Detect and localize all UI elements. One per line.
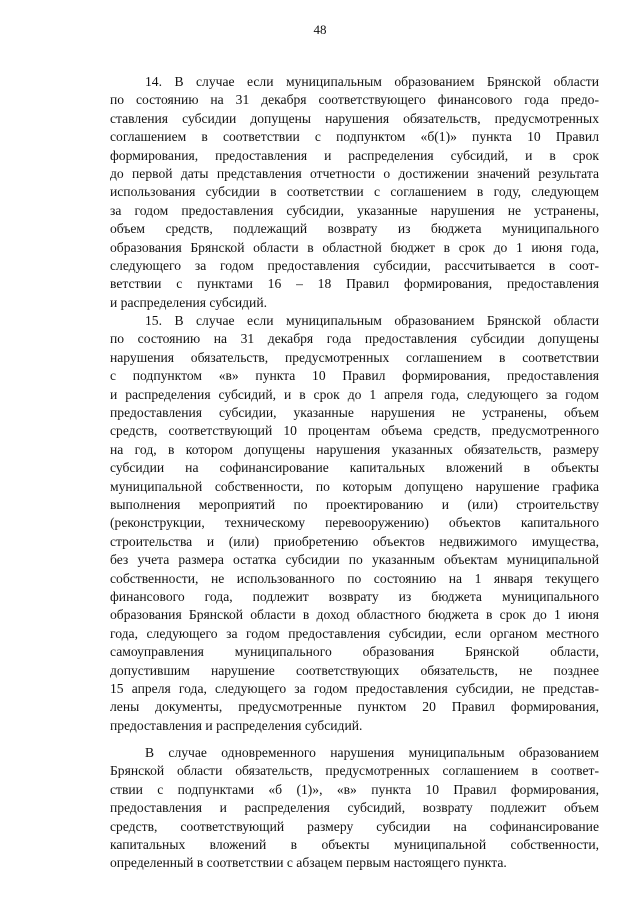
text-line: образования Брянской области в доход областного бюджета в срок до 1 июня	[110, 607, 599, 623]
text-line: самоуправления муниципального образования Брянской области,	[110, 644, 599, 660]
text-line: объем средств, подлежащий возврату из бюджета муниципального	[110, 221, 599, 237]
text-line: за годом предоставления субсидии, указанные нарушения не устранены,	[110, 202, 599, 218]
paragraph-15	[110, 312, 599, 735]
text-line: собственности, не использованного по состоянию на 1 января текущего	[110, 570, 599, 586]
document-body	[110, 73, 599, 873]
text-line: средств, соответствующий размеру субсидии на софинансирование	[110, 818, 599, 834]
text-line: по состоянию на 31 декабря соответствующего финансового года предо-	[110, 92, 599, 108]
text-line: по состоянию на 31 декабря года предоставления субсидии допущены	[110, 331, 599, 347]
text-line: финансового года, подлежит возврату из бюджета муниципального	[110, 588, 599, 604]
text-line: средств, соответствующий 10 процентам объема средств, предусмотренного	[110, 423, 599, 439]
text-line: и распределения субсидий.	[110, 294, 267, 310]
text-line: строительства и (или) приобретению объектов недвижимого имущества,	[110, 533, 599, 549]
text-line: (реконструкции, техническому перевооружению) объектов капитального	[110, 515, 599, 531]
text-line: 14. В случае если муниципальным образованием Брянской области	[145, 74, 599, 89]
text-line: образования Брянской области в областной бюджет в срок до 1 июня года,	[110, 239, 599, 255]
text-line: допустившим нарушение соответствующих обязательств, не позднее	[110, 662, 599, 678]
text-line: предоставления субсидии, указанные нарушения не устранены, объем	[110, 405, 599, 421]
text-line: на год, в котором допущены нарушения указанных обязательств, размеру	[110, 441, 599, 457]
text-line: использования субсидии в соответствии с соглашением в году, следующем	[110, 184, 599, 200]
text-line: Брянской области обязательств, предусмотренных соглашением в соответ-	[110, 763, 599, 779]
text-line: формирования, предоставления и распределения субсидий, и в срок	[110, 147, 599, 163]
text-line: В случае одновременного нарушения муниципальным образованием	[145, 745, 599, 761]
text-line: предоставления и распределения субсидий.	[110, 717, 363, 733]
text-line: соглашением в соответствии с подпунктом «б(1)» пункта 10 Правил	[110, 129, 599, 145]
text-line: выполнения мероприятий по проектированию и (или) строительству	[110, 496, 599, 512]
text-line: определенный в соответствии с абзацем первым настоящего пункта.	[110, 855, 507, 871]
text-line: 15. В случае если муниципальным образованием Брянской области	[145, 313, 599, 329]
text-line: муниципальной собственности, по которым допущено нарушение графика	[110, 478, 599, 494]
paragraph-14	[110, 73, 599, 312]
text-line: до первой даты представления отчетности о достижении значений результата	[110, 165, 599, 181]
text-line: 15 апреля года, следующего за годом предоставления субсидии, не представ-	[110, 680, 599, 696]
text-line: ствии с подпунктами «б (1)», «в» пункта 10 Правил формирования,	[110, 781, 599, 797]
text-line: лены документы, предусмотренные пунктом 20 Правил формирования,	[110, 699, 599, 715]
paragraph-simultaneous-violation	[110, 744, 599, 873]
text-line: субсидии на софинансирование капитальных вложений в объекты	[110, 460, 599, 476]
text-line: нарушения обязательств, предусмотренных соглашением в соответствии	[110, 349, 599, 365]
text-line: капитальных вложений в объекты муниципальной собственности,	[110, 837, 599, 853]
text-line: следующего за годом предоставления субсидии, рассчитывается в соот-	[110, 257, 599, 273]
page-number: 48	[313, 22, 327, 37]
text-line: предоставления и распределения субсидий, возврату подлежит объем	[110, 800, 599, 816]
text-line: года, следующего за годом предоставления субсидии, если органом местного	[110, 625, 599, 641]
text-line: и распределения субсидий, и в срок до 1 апреля года, следующего за годом	[110, 386, 599, 402]
text-line: с подпунктом «в» пункта 10 Правил формирования, предоставления	[110, 368, 599, 384]
text-line: ставления субсидии допущены нарушения обязательств, предусмотренных	[110, 110, 599, 126]
text-line: ветствии с пунктами 16 – 18 Правил формирования, предоставления	[110, 276, 599, 292]
text-line: без учета размера остатка субсидии по указанным объектам муниципальной	[110, 552, 599, 568]
